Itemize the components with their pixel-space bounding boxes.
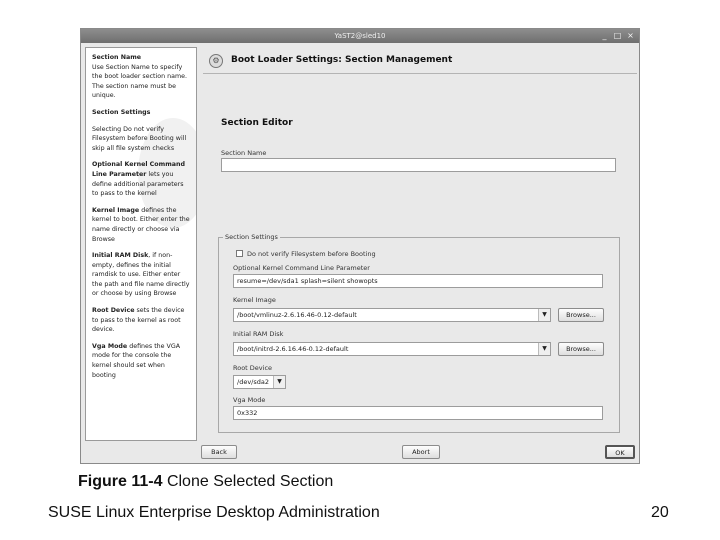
minimize-icon[interactable]: _ bbox=[602, 31, 607, 40]
help-section bbox=[92, 206, 190, 244]
kernel-browse-button[interactable]: Browse... bbox=[558, 308, 604, 322]
section-settings-legend: Section Settings bbox=[225, 233, 278, 241]
initrd-label: Initial RAM Disk bbox=[233, 330, 284, 338]
kernel-image-label: Kernel Image bbox=[233, 296, 276, 304]
help-section bbox=[92, 251, 190, 299]
figure-caption-text: Clone Selected Section bbox=[166, 473, 334, 490]
help-section bbox=[92, 160, 190, 198]
initrd-browse-button[interactable]: Browse... bbox=[558, 342, 604, 356]
help-section bbox=[92, 53, 190, 101]
help-text: lets you define additional parameters to pass to the kernel bbox=[92, 170, 184, 198]
section-name-input[interactable] bbox=[221, 158, 616, 172]
help-text: Use Section Name to specify the boot loader section name. The section name must be unique. bbox=[92, 63, 187, 100]
section-name-label: Section Name bbox=[221, 149, 267, 157]
back-button[interactable]: Back bbox=[201, 445, 237, 459]
root-device-value: /dev/sda2 bbox=[237, 378, 269, 386]
help-text: sets the device to pass to the kernel as root device. bbox=[92, 307, 185, 334]
help-pane[interactable] bbox=[85, 47, 197, 441]
help-text: defines the VGA mode for the console the kernel should set when booting bbox=[92, 342, 181, 379]
kernel-params-input[interactable]: resume=/dev/sda1 splash=silent showopts bbox=[233, 274, 603, 288]
dropdown-arrow-icon[interactable]: ▼ bbox=[538, 343, 550, 355]
maximize-icon[interactable]: □ bbox=[613, 31, 622, 40]
figure-number: Figure 11-4 bbox=[78, 473, 163, 490]
help-section bbox=[92, 306, 190, 335]
root-device-combo[interactable] bbox=[233, 375, 286, 389]
help-text: defines the kernel to boot. Either enter the name directly or choose via Browse bbox=[92, 206, 190, 243]
dialog-header bbox=[203, 47, 637, 74]
help-heading: Section Name bbox=[92, 54, 142, 61]
vga-mode-input[interactable]: 0x332 bbox=[233, 406, 603, 420]
help-heading: Root Device bbox=[92, 307, 135, 315]
section-editor-title: Section Editor bbox=[221, 118, 293, 128]
dropdown-arrow-icon[interactable]: ▼ bbox=[273, 376, 285, 388]
bootloader-icon: ⚙ bbox=[209, 54, 223, 68]
dialog-title: Boot Loader Settings: Section Management bbox=[231, 55, 453, 65]
verify-filesystem-checkbox[interactable] bbox=[236, 250, 243, 257]
root-device-label: Root Device bbox=[233, 364, 273, 372]
ok-button[interactable]: OK bbox=[605, 445, 635, 459]
vga-mode-label: Vga Mode bbox=[233, 396, 266, 404]
kernel-params-label: Optional Kernel Command Line Parameter bbox=[233, 264, 370, 272]
figure-caption bbox=[78, 473, 333, 491]
footer-title: SUSE Linux Enterprise Desktop Administration bbox=[48, 504, 380, 521]
help-text: Selecting Do not verify Filesystem before Booting will skip all file system checks bbox=[92, 125, 187, 152]
dropdown-arrow-icon[interactable]: ▼ bbox=[538, 309, 550, 321]
help-section bbox=[92, 342, 190, 380]
help-heading: Optional Kernel Command Line Parameter bbox=[92, 161, 185, 178]
kernel-image-value: /boot/vmlinuz-2.6.16.46-0.12-default bbox=[237, 311, 357, 319]
abort-button[interactable]: Abort bbox=[402, 445, 440, 459]
close-icon[interactable]: × bbox=[627, 31, 634, 40]
help-heading: Section Settings bbox=[92, 108, 151, 116]
page-number: 20 bbox=[651, 504, 669, 521]
initrd-combo[interactable] bbox=[233, 342, 551, 356]
yast-window bbox=[80, 28, 640, 464]
window-title: YaST2@sled10 bbox=[334, 32, 386, 40]
kernel-image-combo[interactable] bbox=[233, 308, 551, 322]
help-section bbox=[92, 125, 190, 154]
help-text: , if non-empty, defines the initial ramdisk to use. Either enter the path and file name directly or choose by using Browse bbox=[92, 252, 190, 298]
initrd-value: /boot/initrd-2.6.16.46-0.12-default bbox=[237, 345, 349, 353]
help-section bbox=[92, 108, 190, 118]
window-titlebar[interactable] bbox=[81, 29, 639, 43]
help-heading: Initial RAM Disk bbox=[92, 252, 149, 260]
help-heading: Vga Mode bbox=[92, 342, 128, 350]
verify-filesystem-label[interactable]: Do not verify Filesystem before Booting bbox=[247, 250, 376, 258]
help-heading: Kernel Image bbox=[92, 206, 140, 214]
main-panel bbox=[203, 47, 637, 441]
